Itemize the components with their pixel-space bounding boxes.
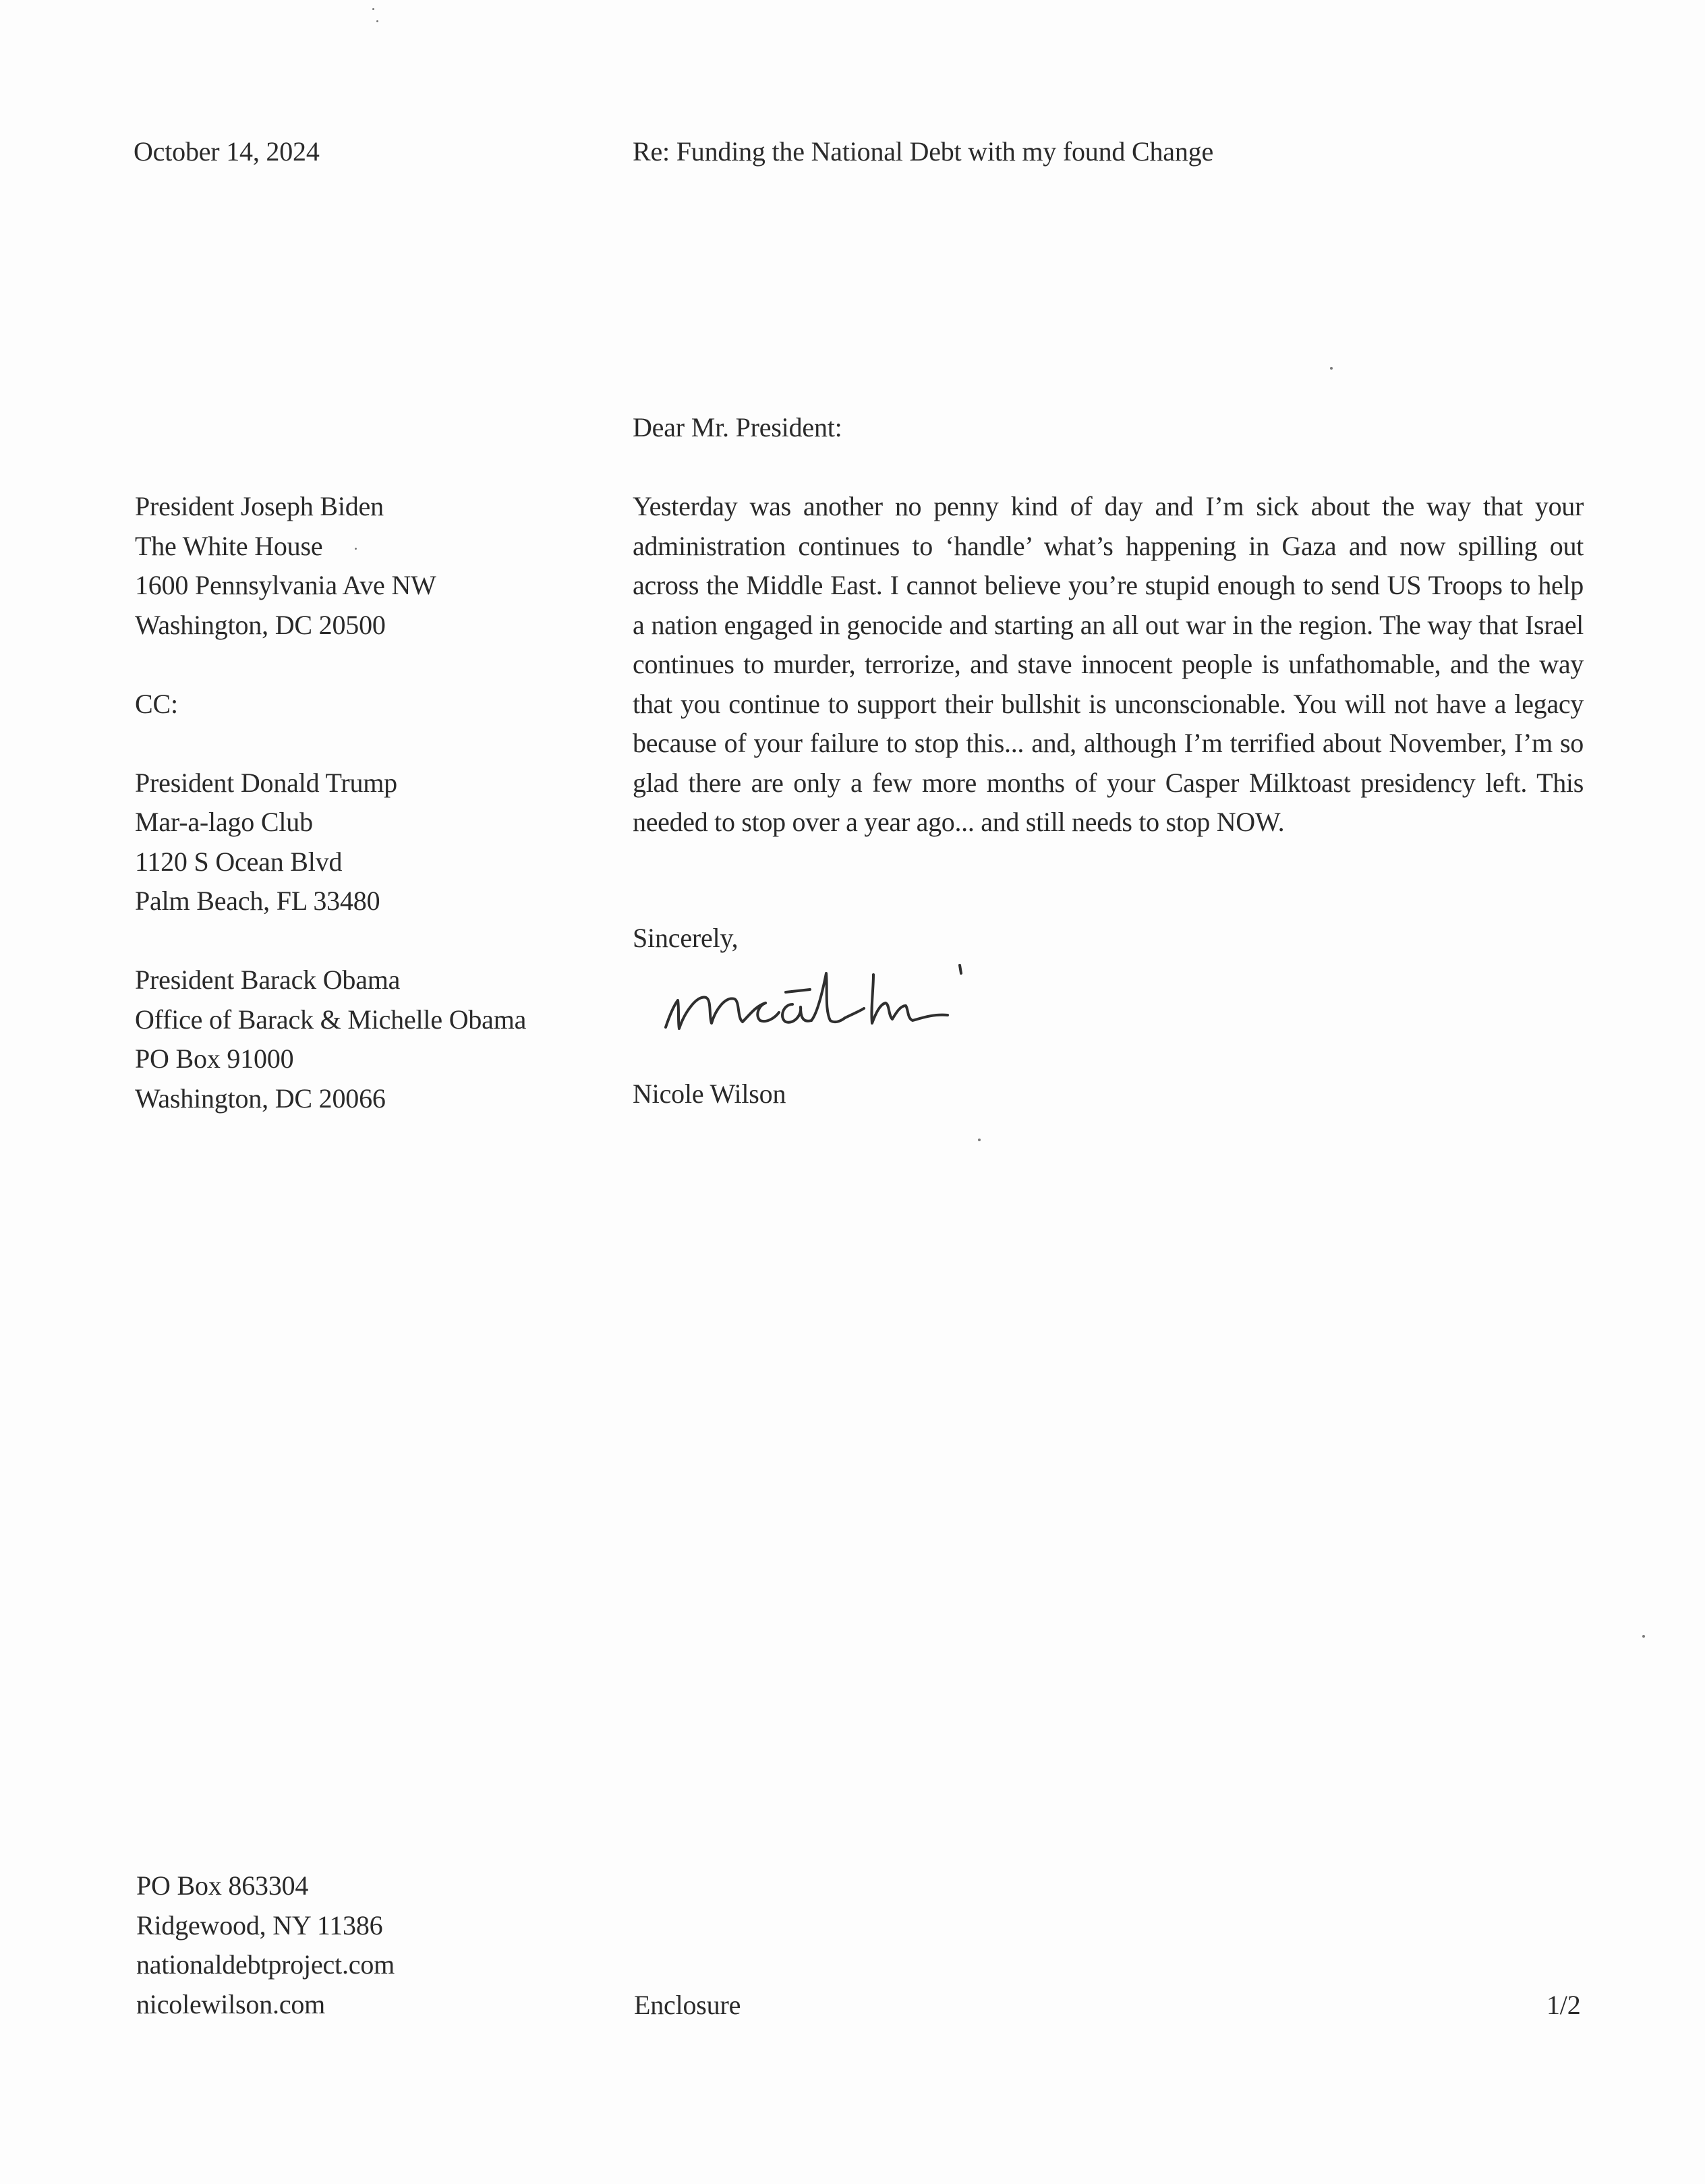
- sender-city: Ridgewood, NY 11386: [136, 1909, 383, 1941]
- cc-address-line: Office of Barack & Michelle Obama: [135, 1004, 527, 1035]
- page-number: 1/2: [1547, 1990, 1581, 2020]
- spacer: [135, 724, 526, 764]
- letter-body: Yesterday was another no penny kind of day and I’m sick about the way that your administration continues to ‘handle’ what’s happening in Gaza and now spilling out across the Middle East. I cannot believe you’re stupid enough to send US Troops to help a nation engaged in genocide and starting an all out war in the region. The way that Israel continues to murder, terrorize, and stave innocent people is unfathomable, and the way that you continue to support their bullshit is unconscionable. You will not have a legacy because of your failure to stop this... and, although I’m terrified about November, I’m so glad there are only a few more months of your Casper Milktoast presidency left. This needed to stop over a year ago... and still needs to stop NOW.: [633, 491, 1584, 837]
- cc-address-line: Palm Beach, FL 33480: [135, 886, 380, 916]
- recipient-address-line: 1600 Pennsylvania Ave NW: [135, 570, 436, 600]
- letter-date: October 14, 2024: [134, 136, 320, 167]
- cc-address-line: Washington, DC 20066: [135, 1083, 386, 1114]
- cc-label: CC:: [135, 688, 178, 719]
- recipient-address-line: Washington, DC 20500: [135, 609, 386, 640]
- cc-address-line: Mar-a-lago Club: [135, 807, 313, 837]
- cc-recipient-name: President Donald Trump: [135, 767, 397, 798]
- enclosure-note: Enclosure: [634, 1990, 741, 2020]
- recipient-address-line: The White House: [135, 530, 323, 561]
- cc-address-line: 1120 S Ocean Blvd: [135, 846, 343, 877]
- closing-sincerely: Sincerely,: [633, 923, 739, 953]
- salutation: Dear Mr. President:: [633, 412, 842, 442]
- scan-speck: [372, 8, 374, 10]
- recipient-addresses: [135, 487, 526, 1118]
- sender-address-footer: [136, 1866, 395, 2024]
- sender-website: nicolewilson.com: [136, 1988, 326, 2019]
- scan-speck: [355, 548, 357, 550]
- recipient-name: President Joseph Biden: [135, 491, 384, 521]
- cc-address-line: PO Box 91000: [135, 1043, 294, 1074]
- scan-speck: [1642, 1635, 1645, 1638]
- subject-line: Re: Funding the National Debt with my found Change: [633, 136, 1213, 167]
- sender-website: nationaldebtproject.com: [136, 1949, 395, 1980]
- scan-speck: [376, 20, 378, 22]
- cc-recipient-name: President Barack Obama: [135, 965, 401, 995]
- scan-speck: [978, 1139, 981, 1141]
- scan-speck: [1330, 367, 1333, 370]
- handwritten-signature: [658, 948, 1008, 1056]
- spacer: [135, 921, 526, 961]
- sender-po-box: PO Box 863304: [136, 1870, 309, 1901]
- signer-name: Nicole Wilson: [633, 1079, 786, 1109]
- spacer: [135, 645, 526, 685]
